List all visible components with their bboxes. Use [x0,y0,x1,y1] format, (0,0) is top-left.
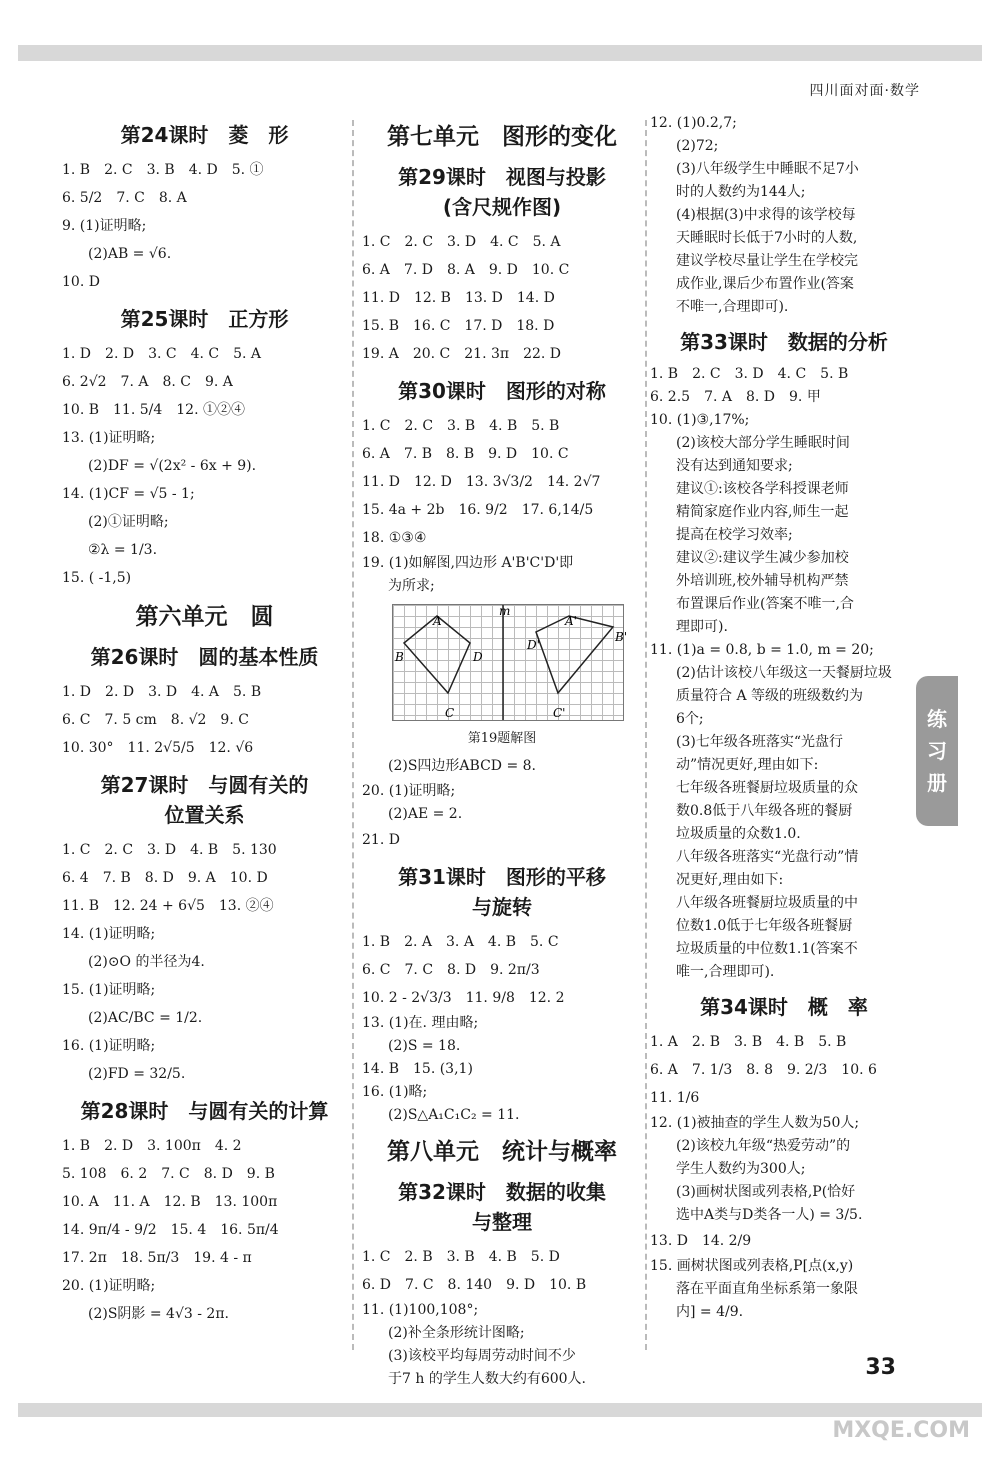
answer-line: 9. (1)证明略; [62,218,147,234]
answer-line: (2)①证明略; [88,514,169,530]
watermark: MXQE.COM [832,1418,970,1443]
page-number: 33 [865,1355,896,1380]
answer-line: 1. B 2. A 3. A 4. B 5. C [362,934,559,950]
answer-line: 垃圾质量的中位数1.1(答案不 [676,941,858,957]
answer-line: 14. B 15. (3,1) [362,1061,473,1077]
answer-line: 15. 4a + 2b 16. 9/2 17. 6,14/5 [362,502,594,518]
answer-line: 6. D 7. C 8. 140 9. D 10. B [362,1277,587,1293]
answer-line: (2)DF = √(2x² - 6x + 9). [88,458,257,474]
answer-line: 唯一,合理即可). [676,964,775,980]
answer-line: 提高在校学习效率; [676,527,793,543]
answer-line: 1. A 2. B 3. B 4. B 5. B [650,1034,847,1050]
answer-line: (2)⊙O 的半径为4. [88,954,205,970]
lesson-heading: 第28课时 与圆有关的计算 [80,1099,329,1123]
lesson-heading: 第27课时 与圆有关的 位置关系 [100,773,309,827]
answer-line: (2)72; [676,138,719,154]
answer-line: 13. (1)证明略; [62,430,156,446]
answer-line: 建议学校尽量让学生在学校完 [676,253,858,269]
answer-line: 17. 2π 18. 5π/3 19. 4 - π [62,1250,252,1266]
bottom-border-bar [18,1403,982,1417]
answer-line: 七年级各班餐厨垃圾质量的众 [676,780,858,796]
answer-line: 1. B 2. C 3. D 4. C 5. B [650,366,849,382]
answer-line: 14. (1)证明略; [62,926,156,942]
answer-line: 天睡眠时长低于7小时的人数, [676,230,858,246]
answer-line: 21. D [362,832,400,848]
answer-line: 建议①:该校各学科授课老师 [676,481,849,497]
answer-line: 19. (1)如解图,四边形 A'B'C'D'即 [362,555,574,571]
unit-heading: 第六单元 圆 [135,604,274,630]
side-tab-char: 习 [927,739,947,763]
answer-line: (2)S阴影 = 4√3 - 2π. [88,1306,229,1322]
answer-line: 不唯一,合理即可). [676,299,789,315]
column-divider [352,120,354,1350]
answer-line: (3)画树状图或列表格,P(恰好 [676,1184,856,1200]
answer-line: 10. A 11. A 12. B 13. 100π [62,1194,278,1210]
answer-line: 于7 h 的学生人数大约有600人. [388,1371,586,1387]
grid-figure [392,604,628,721]
answer-line: 10. (1)③,17%; [650,412,750,428]
side-tab-char: 册 [927,771,947,795]
answer-line: 11. (1)100,108°; [362,1302,479,1318]
figure-label: B' [615,630,628,644]
answer-line: 6. 4 7. B 8. D 9. A 10. D [62,870,268,886]
answer-line: 18. ①③④ [362,530,427,546]
answer-line: (2)S = 18. [388,1038,461,1054]
answer-line: 质量符合 A 等级的班级数约为 [676,688,864,704]
answer-line: (2)该校大部分学生睡眠时间 [676,435,850,451]
answer-line: (2)估计该校八年级这一天餐厨垃圾 [676,665,892,681]
answer-line: 20. (1)证明略; [362,783,456,799]
lesson-heading: 第33课时 数据的分析 [680,330,888,354]
answer-line: 15. (1)证明略; [62,982,156,998]
answer-line: 13. (1)在. 理由略; [362,1015,479,1031]
answer-line: (2)S△A₁C₁C₂ = 11. [388,1107,520,1123]
answer-line: 1. D 2. D 3. D 4. A 5. B [62,684,262,700]
answer-line: 10. B 11. 5/4 12. ①②④ [62,402,245,418]
answer-line: 10. 30° 11. 2√5/5 12. √6 [62,740,254,756]
answer-line: 1. D 2. D 3. C 4. C 5. A [62,346,262,362]
lesson-heading: 第32课时 数据的收集 与整理 [398,1180,606,1234]
answer-line: 外培训班,校外辅导机构严禁 [676,573,849,589]
answer-line: 6. 5/2 7. C 8. A [62,190,187,206]
answer-line: 14. (1)CF = √5 - 1; [62,486,195,502]
running-header: 四川面对面·数学 [809,83,920,99]
answer-line: (3)七年级各班落实“光盘行 [676,734,843,750]
answer-line: ②λ = 1/3. [88,542,158,558]
answer-line: 10. 2 - 2√3/3 11. 9/8 12. 2 [362,990,565,1006]
answer-line: 11. (1)a = 0.8, b = 1.0, m = 20; [650,642,874,658]
answer-line: 13. D 14. 2/9 [650,1233,752,1249]
answer-line: 14. 9π/4 - 9/2 15. 4 16. 5π/4 [62,1222,279,1238]
answer-line: (2)FD = 32/5. [88,1066,186,1082]
answer-line: 11. B 12. 24 + 6√5 13. ②④ [62,898,274,914]
unit-heading: 第八单元 统计与概率 [387,1139,617,1165]
answer-line: 15. ( -1,5) [62,570,132,586]
answer-line: (3)八年级学生中睡眠不足7小 [676,161,859,177]
answer-line: 15. 画树状图或列表格,P[点(x,y) [650,1258,854,1274]
answer-line: 位数1.0低于七年级各班餐厨 [676,918,853,934]
figure-label: B [395,650,404,664]
figure-label: C' [553,706,566,720]
answer-line: (2)补全条形统计图略; [388,1325,525,1341]
answer-line: 布置课后作业(答案不唯一,合 [676,596,854,612]
answer-line: 内] = 4/9. [676,1304,744,1320]
answer-line: (2)AB = √6. [88,246,172,262]
answer-line: 6. 2.5 7. A 8. D 9. 甲 [650,389,821,405]
answer-line: 6. A 7. B 8. B 9. D 10. C [362,446,569,462]
answer-line: (2)AC/BC = 1/2. [88,1010,203,1026]
answer-line: 理即可). [676,619,728,635]
answer-line: 垃圾质量的众数1.0. [676,826,801,842]
lesson-heading: 第34课时 概 率 [700,995,868,1019]
answer-line: 12. (1)被抽查的学生人数为50人; [650,1115,860,1131]
answer-line: (2)S四边形ABCD = 8. [388,758,537,774]
answer-line: 1. B 2. C 3. B 4. D 5. ① [62,162,264,178]
answer-line: 5. 108 6. 2 7. C 8. D 9. B [62,1166,275,1182]
answer-line: 八年级各班落实“光盘行动”情 [676,849,859,865]
answer-line: 11. D 12. B 13. D 14. D [362,290,555,306]
answer-line: 6. C 7. 5 cm 8. √2 9. C [62,712,249,728]
answer-column-2 [362,112,642,1391]
figure-caption: 第19题解图 [467,731,537,746]
answer-line: 6个; [676,711,704,727]
answer-line: 时的人数约为144人; [676,184,806,200]
answer-line: 没有达到通知要求; [676,458,793,474]
answer-line: 为所求; [388,578,435,594]
lesson-heading: 第24课时 菱 形 [120,123,289,147]
answer-line: 6. 2√2 7. A 8. C 9. A [62,374,233,390]
answer-line: 10. D [62,274,100,290]
answer-line: 况更好,理由如下: [676,872,784,888]
answer-line: (3)该校平均每周劳动时间不少 [388,1348,576,1364]
answer-line: 19. A 20. C 21. 3π 22. D [362,346,562,362]
answer-line: 1. B 2. D 3. 100π 4. 2 [62,1138,242,1154]
figure-label: C [445,706,455,720]
answer-line: 建议②:建议学生减少参加校 [676,550,849,566]
answer-line: (2)该校九年级“热爱劳动”的 [676,1138,851,1154]
figure-label: m [499,604,511,618]
answer-line: 6. C 7. C 8. D 9. 2π/3 [362,962,540,978]
answer-line: 1. C 2. C 3. B 4. B 5. B [362,418,560,434]
answer-line: 学生人数约为300人; [676,1161,806,1177]
side-tab-practice-book [916,676,958,826]
answer-line: 11. D 12. D 13. 3√3/2 14. 2√7 [362,474,601,490]
figure-label: D [473,650,483,664]
answer-line: 1. C 2. B 3. B 4. B 5. D [362,1249,560,1265]
answer-line: 落在平面直角坐标系第一象限 [676,1281,858,1297]
figure-block [362,604,642,746]
lesson-heading: 第30课时 图形的对称 [398,379,606,403]
lesson-heading: 第29课时 视图与投影 (含尺规作图) [398,165,606,219]
answer-line: 1. C 2. C 3. D 4. C 5. A [362,234,561,250]
answer-line: 选中A类与D类各一人) = 3/5. [676,1207,863,1223]
answer-line: 6. A 7. D 8. A 9. D 10. C [362,262,570,278]
lesson-heading: 第25课时 正方形 [120,307,289,331]
answer-line: 数0.8低于八年级各班的餐厨 [676,803,853,819]
answer-line: 11. 1/6 [650,1090,700,1106]
answer-line: 12. (1)0.2,7; [650,115,737,131]
figure-label: D' [527,638,540,652]
answer-column-3 [650,112,918,1324]
answer-line: 成作业,课后少布置作业(答案 [676,276,854,292]
answer-line: 1. C 2. C 3. D 4. B 5. 130 [62,842,277,858]
answer-line: 精简家庭作业内容,师生一起 [676,504,849,520]
answer-line: 八年级各班餐厨垃圾质量的中 [676,895,858,911]
answer-line: 16. (1)略; [362,1084,428,1100]
answer-line: 16. (1)证明略; [62,1038,156,1054]
top-border-bar [18,45,982,61]
answer-line: 20. (1)证明略; [62,1278,156,1294]
answer-line: 15. B 16. C 17. D 18. D [362,318,555,334]
answer-line: 6. A 7. 1/3 8. 8 9. 2/3 10. 6 [650,1062,877,1078]
answer-line: (2)AE = 2. [388,806,463,822]
figure-label: A [433,614,442,628]
answer-line: (4)根据(3)中求得的该学校每 [676,207,856,223]
lesson-heading: 第31课时 图形的平移 与旋转 [398,865,606,919]
side-tab-char: 练 [927,707,947,731]
column-divider [645,120,647,1350]
figure-label: A' [565,614,577,628]
answer-column-1 [62,112,347,1328]
unit-heading: 第七单元 图形的变化 [387,124,617,150]
reflection-diagram [393,604,628,720]
lesson-heading: 第26课时 圆的基本性质 [90,645,319,669]
answer-line: 动”情况更好,理由如下: [676,757,819,773]
